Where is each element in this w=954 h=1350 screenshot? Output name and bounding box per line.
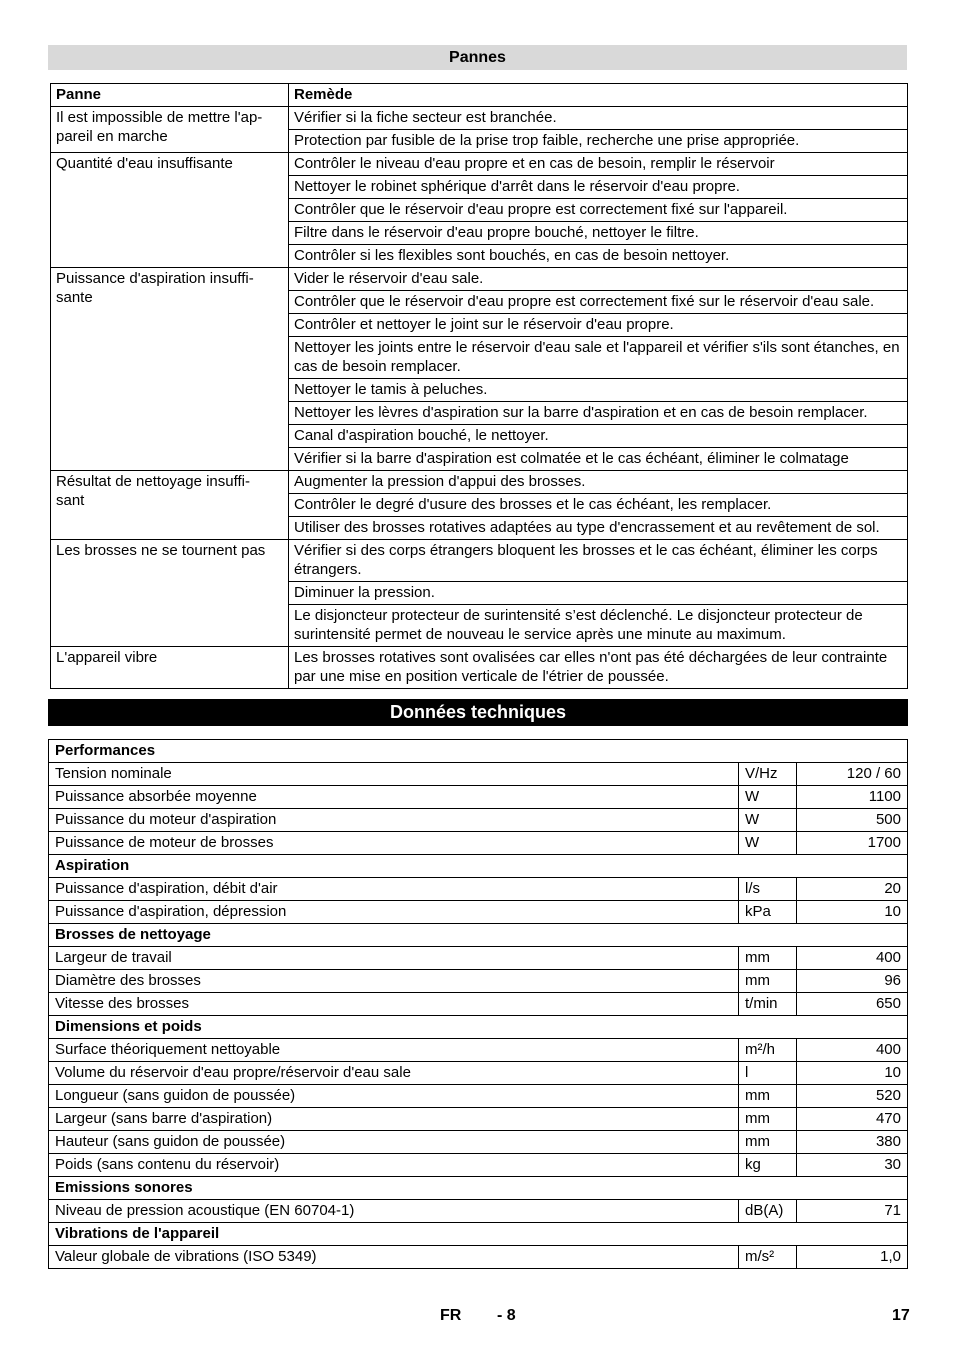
tech-label-cell: Valeur globale de vibrations (ISO 5349)	[49, 1246, 739, 1269]
tech-table	[48, 739, 908, 1269]
tech-label-cell: Puissance de moteur de brosses	[49, 832, 739, 855]
tech-group-heading: Performances	[49, 740, 908, 763]
fault-panne-cell: Résultat de nettoyage insuffi- sant	[51, 471, 289, 540]
fault-remede-cell: Vérifier si la barre d'aspiration est colmatée et le cas échéant, éliminer le colmatage	[289, 448, 908, 471]
tech-row	[49, 947, 908, 970]
tech-value-cell: 10	[797, 901, 908, 924]
tech-label-cell: Puissance du moteur d'aspiration	[49, 809, 739, 832]
fault-row	[51, 471, 908, 494]
tech-row	[49, 1246, 908, 1269]
fault-remede-cell: Nettoyer les joints entre le réservoir d'eau sale et l'appareil et vérifier s'ils sont étanches, en cas de besoin remplacer.	[289, 337, 908, 379]
section-title-pannes: Pannes	[48, 45, 907, 70]
tech-label-cell: Volume du réservoir d'eau propre/réservoir d'eau sale	[49, 1062, 739, 1085]
tech-value-cell: 650	[797, 993, 908, 1016]
fault-remede-cell: Canal d'aspiration bouché, le nettoyer.	[289, 425, 908, 448]
tech-row	[49, 763, 908, 786]
fault-panne-cell: Les brosses ne se tournent pas	[51, 540, 289, 647]
tech-unit-cell: V/Hz	[739, 763, 797, 786]
faults-table	[50, 83, 908, 689]
tech-row	[49, 1200, 908, 1223]
tech-value-cell: 400	[797, 947, 908, 970]
tech-row	[49, 1085, 908, 1108]
fault-remede-cell: Vérifier si des corps étrangers bloquent les brosses et le cas échéant, éliminer les corps étrangers.	[289, 540, 908, 582]
tech-label-cell: Vitesse des brosses	[49, 993, 739, 1016]
tech-label-cell: Largeur (sans barre d'aspiration)	[49, 1108, 739, 1131]
tech-value-cell: 20	[797, 878, 908, 901]
fault-remede-cell: Augmenter la pression d'appui des brosses.	[289, 471, 908, 494]
fault-row	[51, 647, 908, 689]
tech-value-cell: 120 / 60	[797, 763, 908, 786]
fault-panne-cell: Puissance d'aspiration insuffi- sante	[51, 268, 289, 471]
tech-group-heading: Emissions sonores	[49, 1177, 908, 1200]
footer-language: FR	[440, 1307, 462, 1324]
tech-unit-cell: W	[739, 786, 797, 809]
fault-remede-cell: Contrôler le degré d'usure des brosses et le cas échéant, les remplacer.	[289, 494, 908, 517]
tech-group-heading: Vibrations de l'appareil	[49, 1223, 908, 1246]
tech-group-row	[49, 1223, 908, 1246]
fault-remede-cell: Diminuer la pression.	[289, 582, 908, 605]
tech-group-row	[49, 740, 908, 763]
fault-remede-cell: Nettoyer les lèvres d'aspiration sur la barre d'aspiration et en cas de besoin remplacer.	[289, 402, 908, 425]
tech-group-row	[49, 855, 908, 878]
fault-panne-cell: L'appareil vibre	[51, 647, 289, 689]
tech-group-heading: Brosses de nettoyage	[49, 924, 908, 947]
fault-remede-cell: Contrôler que le réservoir d'eau propre est correctement fixé sur le réservoir d'eau sale.	[289, 291, 908, 314]
tech-label-cell: Diamètre des brosses	[49, 970, 739, 993]
tech-row	[49, 970, 908, 993]
fault-row	[51, 268, 908, 291]
tech-label-cell: Poids (sans contenu du réservoir)	[49, 1154, 739, 1177]
tech-label-cell: Longueur (sans guidon de poussée)	[49, 1085, 739, 1108]
tech-unit-cell: m²/h	[739, 1039, 797, 1062]
fault-remede-cell: Utiliser des brosses rotatives adaptées au type d'encrassement et au revêtement de sol.	[289, 517, 908, 540]
fault-remede-cell: Vider le réservoir d'eau sale.	[289, 268, 908, 291]
tech-unit-cell: kPa	[739, 901, 797, 924]
fault-remede-cell: Nettoyer le tamis à peluches.	[289, 379, 908, 402]
tech-row	[49, 1154, 908, 1177]
fault-remede-cell: Les brosses rotatives sont ovalisées car elles n'ont pas été déchargées de leur contrainte par une mise en position verticale de l'étrier de poussée.	[289, 647, 908, 689]
tech-group-row	[49, 924, 908, 947]
tech-unit-cell: W	[739, 809, 797, 832]
tech-value-cell: 96	[797, 970, 908, 993]
tech-row	[49, 786, 908, 809]
tech-row	[49, 993, 908, 1016]
tech-value-cell: 10	[797, 1062, 908, 1085]
tech-label-cell: Tension nominale	[49, 763, 739, 786]
tech-group-heading: Aspiration	[49, 855, 908, 878]
fault-row	[51, 540, 908, 582]
footer-page-number: 17	[892, 1307, 910, 1324]
section-title-donnees-techniques: Données techniques	[48, 699, 908, 726]
fault-remede-cell: Filtre dans le réservoir d'eau propre bouché, nettoyer le filtre.	[289, 222, 908, 245]
header-remede: Remède	[289, 84, 908, 107]
tech-value-cell: 520	[797, 1085, 908, 1108]
tech-group-row	[49, 1016, 908, 1039]
faults-header-row	[51, 84, 908, 107]
tech-unit-cell: l/s	[739, 878, 797, 901]
tech-label-cell: Puissance d'aspiration, dépression	[49, 901, 739, 924]
tech-unit-cell: l	[739, 1062, 797, 1085]
tech-value-cell: 1100	[797, 786, 908, 809]
tech-row	[49, 809, 908, 832]
fault-remede-cell: Contrôler si les flexibles sont bouchés, en cas de besoin nettoyer.	[289, 245, 908, 268]
tech-unit-cell: m/s²	[739, 1246, 797, 1269]
fault-row	[51, 153, 908, 176]
tech-row	[49, 1039, 908, 1062]
tech-row	[49, 1131, 908, 1154]
tech-value-cell: 1,0	[797, 1246, 908, 1269]
fault-remede-cell: Contrôler que le réservoir d'eau propre est correctement fixé sur l'appareil.	[289, 199, 908, 222]
tech-group-heading: Dimensions et poids	[49, 1016, 908, 1039]
tech-value-cell: 500	[797, 809, 908, 832]
tech-unit-cell: mm	[739, 970, 797, 993]
tech-unit-cell: dB(A)	[739, 1200, 797, 1223]
tech-label-cell: Niveau de pression acoustique (EN 60704-1)	[49, 1200, 739, 1223]
tech-unit-cell: t/min	[739, 993, 797, 1016]
tech-row	[49, 878, 908, 901]
tech-row	[49, 832, 908, 855]
tech-unit-cell: mm	[739, 1131, 797, 1154]
tech-label-cell: Hauteur (sans guidon de poussée)	[49, 1131, 739, 1154]
tech-value-cell: 71	[797, 1200, 908, 1223]
tech-group-row	[49, 1177, 908, 1200]
tech-value-cell: 1700	[797, 832, 908, 855]
fault-remede-cell: Le disjoncteur protecteur de surintensité s’est déclenché. Le disjoncteur protecteur de surintensité permet de nouveau le service après une minute au maximum.	[289, 605, 908, 647]
tech-label-cell: Largeur de travail	[49, 947, 739, 970]
tech-label-cell: Puissance d'aspiration, débit d'air	[49, 878, 739, 901]
tech-value-cell: 30	[797, 1154, 908, 1177]
tech-row	[49, 901, 908, 924]
tech-label-cell: Surface théoriquement nettoyable	[49, 1039, 739, 1062]
header-panne: Panne	[51, 84, 289, 107]
fault-remede-cell: Contrôler et nettoyer le joint sur le réservoir d'eau propre.	[289, 314, 908, 337]
tech-value-cell: 470	[797, 1108, 908, 1131]
fault-panne-cell: Il est impossible de mettre l'ap- pareil en marche	[51, 107, 289, 153]
tech-unit-cell: mm	[739, 1085, 797, 1108]
footer-section-number: - 8	[497, 1307, 516, 1324]
tech-value-cell: 380	[797, 1131, 908, 1154]
fault-panne-cell: Quantité d'eau insuffisante	[51, 153, 289, 268]
tech-row	[49, 1108, 908, 1131]
fault-remede-cell: Vérifier si la fiche secteur est branchée.	[289, 107, 908, 130]
tech-unit-cell: W	[739, 832, 797, 855]
tech-value-cell: 400	[797, 1039, 908, 1062]
tech-unit-cell: mm	[739, 1108, 797, 1131]
tech-unit-cell: kg	[739, 1154, 797, 1177]
fault-remede-cell: Contrôler le niveau d'eau propre et en cas de besoin, remplir le réservoir	[289, 153, 908, 176]
tech-label-cell: Puissance absorbée moyenne	[49, 786, 739, 809]
tech-unit-cell: mm	[739, 947, 797, 970]
fault-remede-cell: Protection par fusible de la prise trop faible, recherche une prise appropriée.	[289, 130, 908, 153]
tech-row	[49, 1062, 908, 1085]
fault-row	[51, 107, 908, 130]
fault-remede-cell: Nettoyer le robinet sphérique d'arrêt dans le réservoir d'eau propre.	[289, 176, 908, 199]
